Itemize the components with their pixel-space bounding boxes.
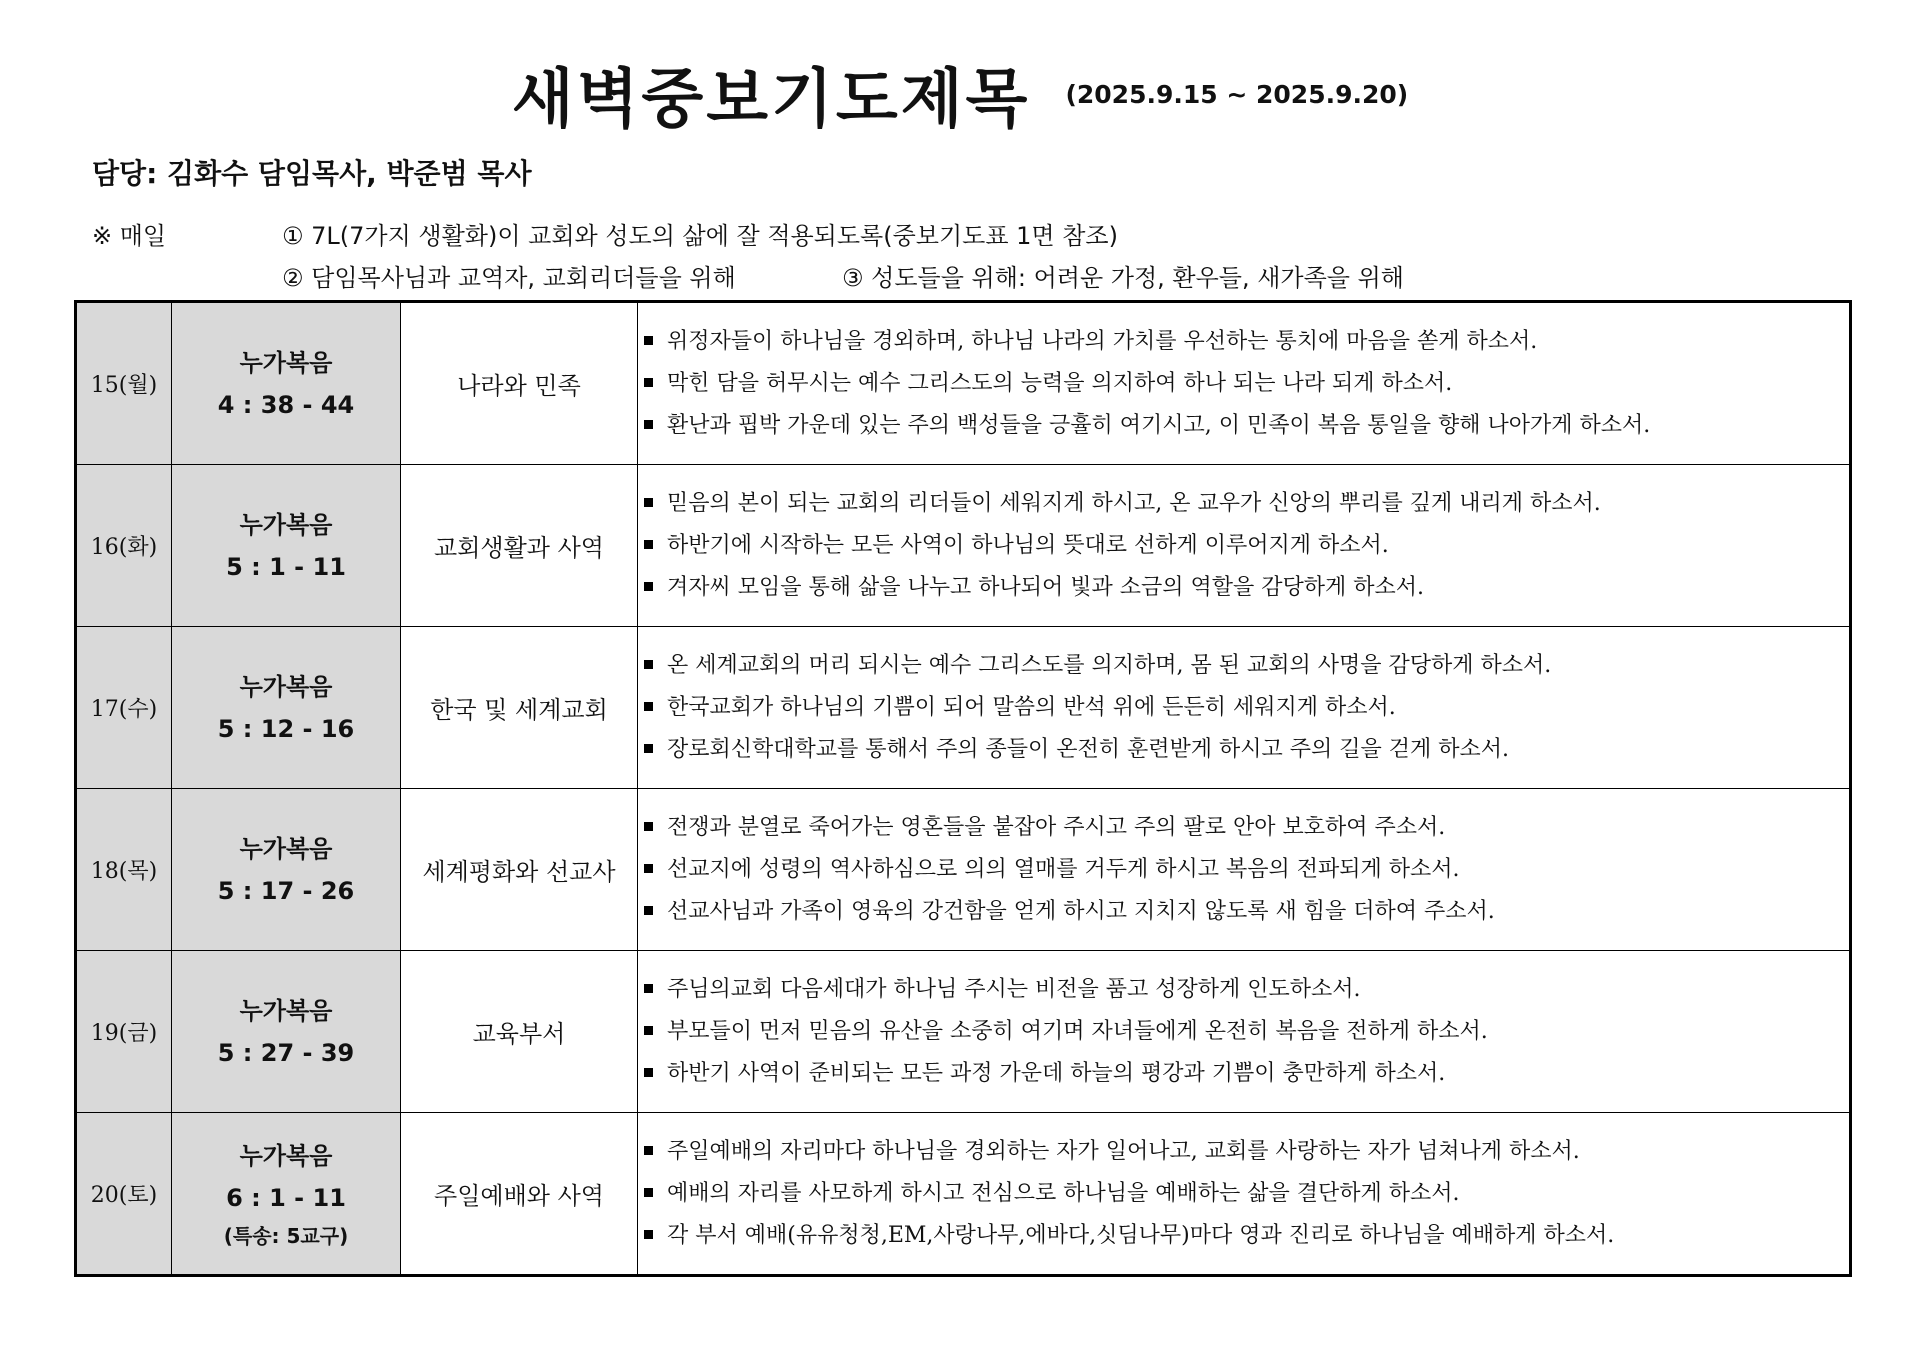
prayer-items-cell [638,627,1851,789]
scripture-book: 누가복음 [239,1141,333,1170]
prayer-items-cell [638,1113,1851,1276]
table-row [76,1113,1851,1276]
square-bullet-icon [644,378,653,387]
prayer-items-list [638,645,1849,771]
scripture-verses: 5 : 27 - 39 [217,1038,355,1067]
list-item [638,969,1849,1011]
square-bullet-icon [644,1188,653,1197]
scripture-book: 누가복음 [239,510,333,539]
theme-cell: 교육부서 [401,951,638,1113]
prayer-items-cell [638,951,1851,1113]
list-item [638,525,1849,567]
square-bullet-icon [644,1146,653,1155]
day-cell: 17(수) [76,627,172,789]
list-item [638,849,1849,891]
prayer-items-cell [638,789,1851,951]
prayer-item-text: 겨자씨 모임을 통해 삶을 나누고 하나되어 빛과 소금의 역할을 감당하게 하소서. [667,574,1424,600]
square-bullet-icon [644,540,653,549]
day-cell: 15(월) [76,302,172,465]
prayer-item-text: 부모들이 먼저 믿음의 유산을 소중히 여기며 자녀들에게 온전히 복음을 전하게 하소서. [667,1018,1488,1044]
prayer-items-list [638,483,1849,609]
date-range: (2025.9.15 ~ 2025.9.20) [1065,79,1409,109]
prayer-item-text: 예배의 자리를 사모하게 하시고 전심으로 하나님을 예배하는 삶을 결단하게 하소서. [667,1180,1460,1206]
table-row [76,627,1851,789]
table-row [76,951,1851,1113]
list-item [638,363,1849,405]
special-song-note: (특송: 5교구) [223,1223,349,1248]
square-bullet-icon [644,906,653,915]
list-item [638,405,1849,447]
table-row [76,465,1851,627]
list-item [638,567,1849,609]
prayer-item-text: 각 부서 예배(유유청청,EM,사랑나무,에바다,싯딤나무)마다 영과 진리로 하나님을 예배하게 하소서. [667,1222,1615,1248]
prayer-item-text: 위정자들이 하나님을 경외하며, 하나님 나라의 가치를 우선하는 통치에 마음을 쏟게 하소서. [667,328,1538,354]
prayer-item-text: 주일예배의 자리마다 하나님을 경외하는 자가 일어나고, 교회를 사랑하는 자가 넘쳐나게 하소서. [667,1138,1580,1164]
prayer-item-text: 주님의교회 다음세대가 하나님 주시는 비전을 품고 성장하게 인도하소서. [667,976,1361,1002]
prayer-item-text: 온 세계교회의 머리 되시는 예수 그리스도를 의지하며, 몸 된 교회의 사명을 감당하게 하소서. [667,652,1552,678]
list-item [638,1011,1849,1053]
square-bullet-icon [644,744,653,753]
day-cell: 16(화) [76,465,172,627]
list-item [638,729,1849,771]
prayer-item-text: 하반기에 시작하는 모든 사역이 하나님의 뜻대로 선하게 이루어지게 하소서. [667,532,1389,558]
scripture-cell [172,627,401,789]
prayer-items-list [638,321,1849,447]
scripture-verses: 4 : 38 - 44 [217,390,355,419]
table-row [76,789,1851,951]
daily-item-3: ③ 성도들을 위해: 어려운 가정, 환우들, 새가족을 위해 [842,264,1404,292]
prayer-item-text: 전쟁과 분열로 죽어가는 영혼들을 붙잡아 주시고 주의 팔로 안아 보호하여 주소서. [667,814,1446,840]
prayer-item-text: 하반기 사역이 준비되는 모든 과정 가운데 하늘의 평강과 기쁨이 충만하게 하소서. [667,1060,1446,1086]
day-cell: 19(금) [76,951,172,1113]
list-item [638,891,1849,933]
square-bullet-icon [644,822,653,831]
list-item [638,1173,1849,1215]
square-bullet-icon [644,702,653,711]
list-item [638,1053,1849,1095]
scripture-cell [172,1113,401,1276]
prayer-items-list [638,1131,1849,1257]
list-item [638,807,1849,849]
theme-cell: 한국 및 세계교회 [401,627,638,789]
scripture-verses: 5 : 12 - 16 [217,714,355,743]
table-row [76,302,1851,465]
prayer-item-text: 막힌 담을 허무시는 예수 그리스도의 능력을 의지하여 하나 되는 나라 되게 하소서. [667,370,1453,396]
prayer-items-list [638,807,1849,933]
day-cell: 20(토) [76,1113,172,1276]
square-bullet-icon [644,420,653,429]
list-item [638,645,1849,687]
daily-label: ※ 매일 [92,222,167,250]
scripture-cell [172,465,401,627]
scripture-book: 누가복음 [239,996,333,1025]
square-bullet-icon [644,336,653,345]
daily-item-1: ① 7L(7가지 생활화)이 교회와 성도의 삶에 잘 적용되도록(중보기도표 1면 참조) [282,222,1118,250]
prayer-item-text: 한국교회가 하나님의 기쁨이 되어 말씀의 반석 위에 든든히 세워지게 하소서. [667,694,1396,720]
square-bullet-icon [644,1068,653,1077]
list-item [638,483,1849,525]
scripture-book: 누가복음 [239,834,333,863]
scripture-cell [172,302,401,465]
square-bullet-icon [644,1230,653,1239]
square-bullet-icon [644,582,653,591]
prayer-items-cell [638,302,1851,465]
scripture-verses: 5 : 1 - 11 [226,552,346,581]
theme-cell: 주일예배와 사역 [401,1113,638,1276]
scripture-cell [172,789,401,951]
theme-cell: 세계평화와 선교사 [401,789,638,951]
in-charge-line: 담당: 김화수 담임목사, 박준범 목사 [92,157,532,190]
list-item [638,1131,1849,1173]
square-bullet-icon [644,864,653,873]
square-bullet-icon [644,984,653,993]
square-bullet-icon [644,498,653,507]
prayer-items-list [638,969,1849,1095]
square-bullet-icon [644,1026,653,1035]
day-cell: 18(목) [76,789,172,951]
list-item [638,321,1849,363]
prayer-item-text: 선교지에 성령의 역사하심으로 의의 열매를 거두게 하시고 복음의 전파되게 하소서. [667,856,1460,882]
prayer-items-cell [638,465,1851,627]
scripture-verses: 6 : 1 - 11 [226,1183,346,1212]
prayer-item-text: 장로회신학대학교를 통해서 주의 종들이 온전히 훈련받게 하시고 주의 길을 걷게 하소서. [667,736,1509,762]
theme-cell: 나라와 민족 [401,302,638,465]
scripture-cell [172,951,401,1113]
prayer-item-text: 믿음의 본이 되는 교회의 리더들이 세워지게 하시고, 온 교우가 신앙의 뿌리를 깊게 내리게 하소서. [667,490,1601,516]
square-bullet-icon [644,660,653,669]
list-item [638,687,1849,729]
prayer-schedule-table [74,300,1852,1277]
theme-cell: 교회생활과 사역 [401,465,638,627]
daily-item-2: ② 담임목사님과 교역자, 교회리더들을 위해 [282,264,736,292]
page-title: 새벽중보기도제목 [511,63,1031,137]
prayer-item-text: 선교사님과 가족이 영육의 강건함을 얻게 하시고 지치지 않도록 새 힘을 더하여 주소서. [667,898,1495,924]
list-item [638,1215,1849,1257]
scripture-book: 누가복음 [239,672,333,701]
prayer-item-text: 환난과 핍박 가운데 있는 주의 백성들을 긍휼히 여기시고, 이 민족이 복음 통일을 향해 나아가게 하소서. [667,412,1651,438]
scripture-verses: 5 : 17 - 26 [217,876,355,905]
title-row [0,48,1920,140]
scripture-book: 누가복음 [239,348,333,377]
